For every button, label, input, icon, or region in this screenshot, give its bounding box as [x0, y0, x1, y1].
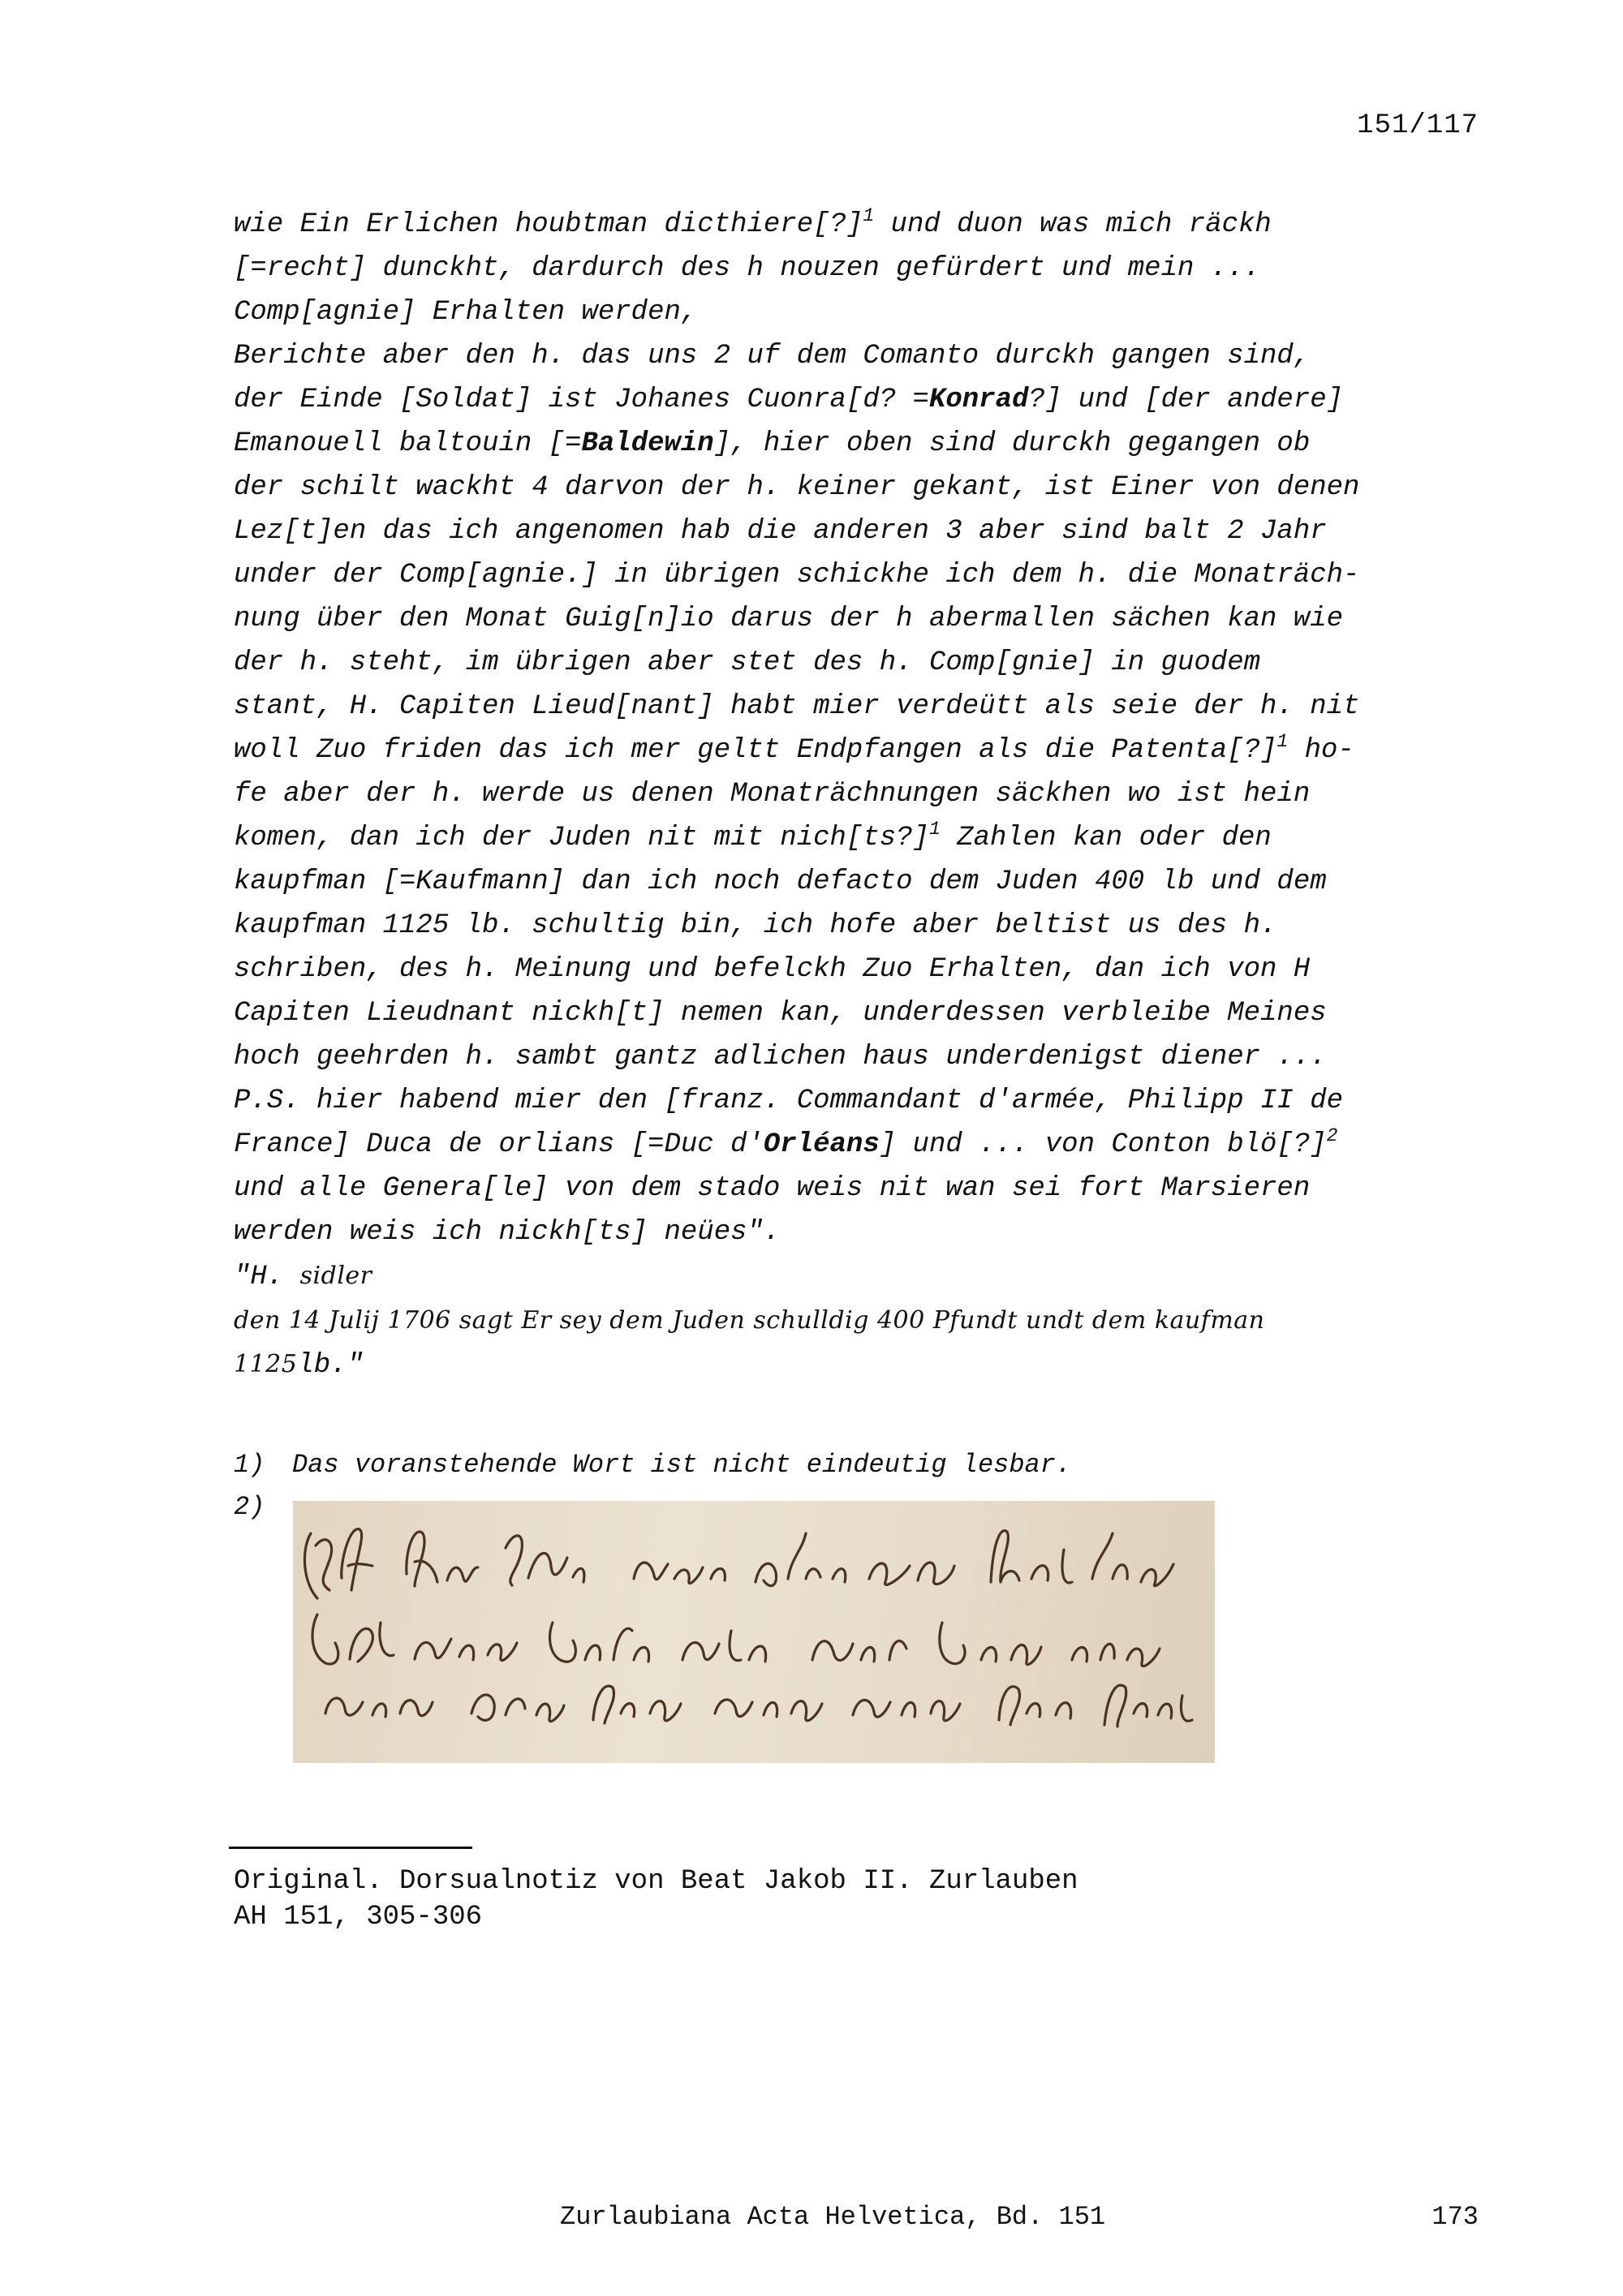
footer-title: Zurlaubiana Acta Helvetica, Bd. 151 [560, 2202, 1106, 2232]
text-line: und alle Genera[le] von dem stado weis nit wan sei fort Marsieren [234, 1173, 1311, 1204]
text-line: stant, H. Capiten Lieud[nant] habt mier verdeütt als seie der h. nit [234, 691, 1360, 722]
bold-name: Orléans [763, 1129, 880, 1160]
text-line: [=recht] dunckht, dardurch des h nouzen gefürdert und mein ... [234, 253, 1261, 284]
handwritten-name: sidler [299, 1262, 372, 1290]
text-line: under der Comp[agnie.] in übrigen schickhe ich dem h. die Monaträch- [234, 560, 1360, 591]
text-line: werden weis ich nickh[ts] neües". [234, 1217, 781, 1248]
text-line: "H. sidler [234, 1262, 372, 1292]
text-line: der schilt wackht 4 darvon der h. keiner gekant, ist Einer von denen [234, 472, 1360, 503]
text-line: 1125lb." [234, 1350, 364, 1381]
source-line: AH 151, 305-306 [234, 1902, 483, 1933]
text-line: fe aber der h. werde us denen Monaträchnungen säckhen wo ist hein [234, 779, 1311, 810]
source-line: Original. Dorsualnotiz von Beat Jakob II. Zurlauben [234, 1866, 1078, 1897]
text-line: der h. steht, im übrigen aber stet des h. Comp[gnie] in guodem [234, 647, 1261, 678]
text-line: kaupfman 1125 lb. schultig bin, ich hofe aber beltist us des h. [234, 910, 1277, 941]
text-line: France] Duca de orlians [=Duc d'Orléans] und ... von Conton blö[?]$^2$ [234, 1125, 1338, 1160]
footnote-text: Das voranstehende Wort ist nicht eindeutig lesbar. [292, 1450, 1072, 1480]
bold-name: Baldewin [581, 428, 714, 459]
text-line: schriben, des h. Meinung und befelckh Zuo Erhalten, dan ich von H [234, 954, 1311, 985]
text-line: Berichte aber den h. das uns 2 uf dem Comanto durckh gangen sind, [234, 341, 1311, 372]
footnote-ref[interactable]: 1 [863, 205, 875, 226]
footnote-number: 1) [234, 1450, 265, 1480]
text-line: Emanouell baltouin [=Baldewin], hier oben sind durckh gegangen ob [234, 428, 1311, 459]
text-line: der Einde [Soldat] ist Johanes Cuonra[d? =Konrad?] und [der andere] [234, 385, 1344, 415]
page-number: 151/117 [1357, 110, 1479, 141]
bold-name: Konrad [928, 385, 1029, 415]
text-line: Comp[agnie] Erhalten werden, [234, 297, 698, 328]
text-line: Capiten Lieudnant nickh[t] nemen kan, underdessen verbleibe Meines [234, 998, 1327, 1029]
manuscript-excerpt-image [293, 1501, 1215, 1763]
text-line: P.S. hier habend mier den [franz. Commandant d'armée, Philipp II de [234, 1086, 1344, 1116]
text-line: hoch geehrden h. sambt gantz adlichen haus underdenigst diener ... [234, 1042, 1327, 1073]
text-line: wie Ein Erlichen houbtman dicthiere[?]$^1$ und duon was mich räckh [234, 205, 1272, 240]
text-line: nung über den Monat Guig[n]io darus der h abermallen sächen kan wie [234, 604, 1344, 634]
footnote-ref[interactable]: 2 [1326, 1125, 1338, 1146]
footnote [234, 1444, 1071, 1486]
text-line: komen, dan ich der Juden nit mit nich[ts?]$^1$ Zahlen kan oder den [234, 819, 1272, 853]
text-line: Lez[t]en das ich angenomen hab die anderen 3 aber sind balt 2 Jahr [234, 516, 1327, 547]
text-line: woll Zuo friden das ich mer geltt Endpfangen als die Patenta[?]$^1$ ho- [234, 731, 1354, 766]
dorsal-note-line: den 14 Julij 1706 sagt Er sey dem Juden schulldig 400 Pfundt undt dem kaufman [234, 1306, 1265, 1335]
footnote-number: 2) [234, 1492, 265, 1522]
footnote-ref[interactable]: 1 [928, 819, 941, 840]
footnote-rule [229, 1847, 472, 1849]
footnote-ref[interactable]: 1 [1276, 731, 1289, 752]
footer-page-number: 173 [1431, 2202, 1479, 2232]
source-note [234, 1864, 1078, 1935]
text-line: kaupfman [=Kaufmann] dan ich noch defacto dem Juden 400 lb und dem [234, 866, 1327, 897]
transcription-body [234, 203, 1483, 1387]
